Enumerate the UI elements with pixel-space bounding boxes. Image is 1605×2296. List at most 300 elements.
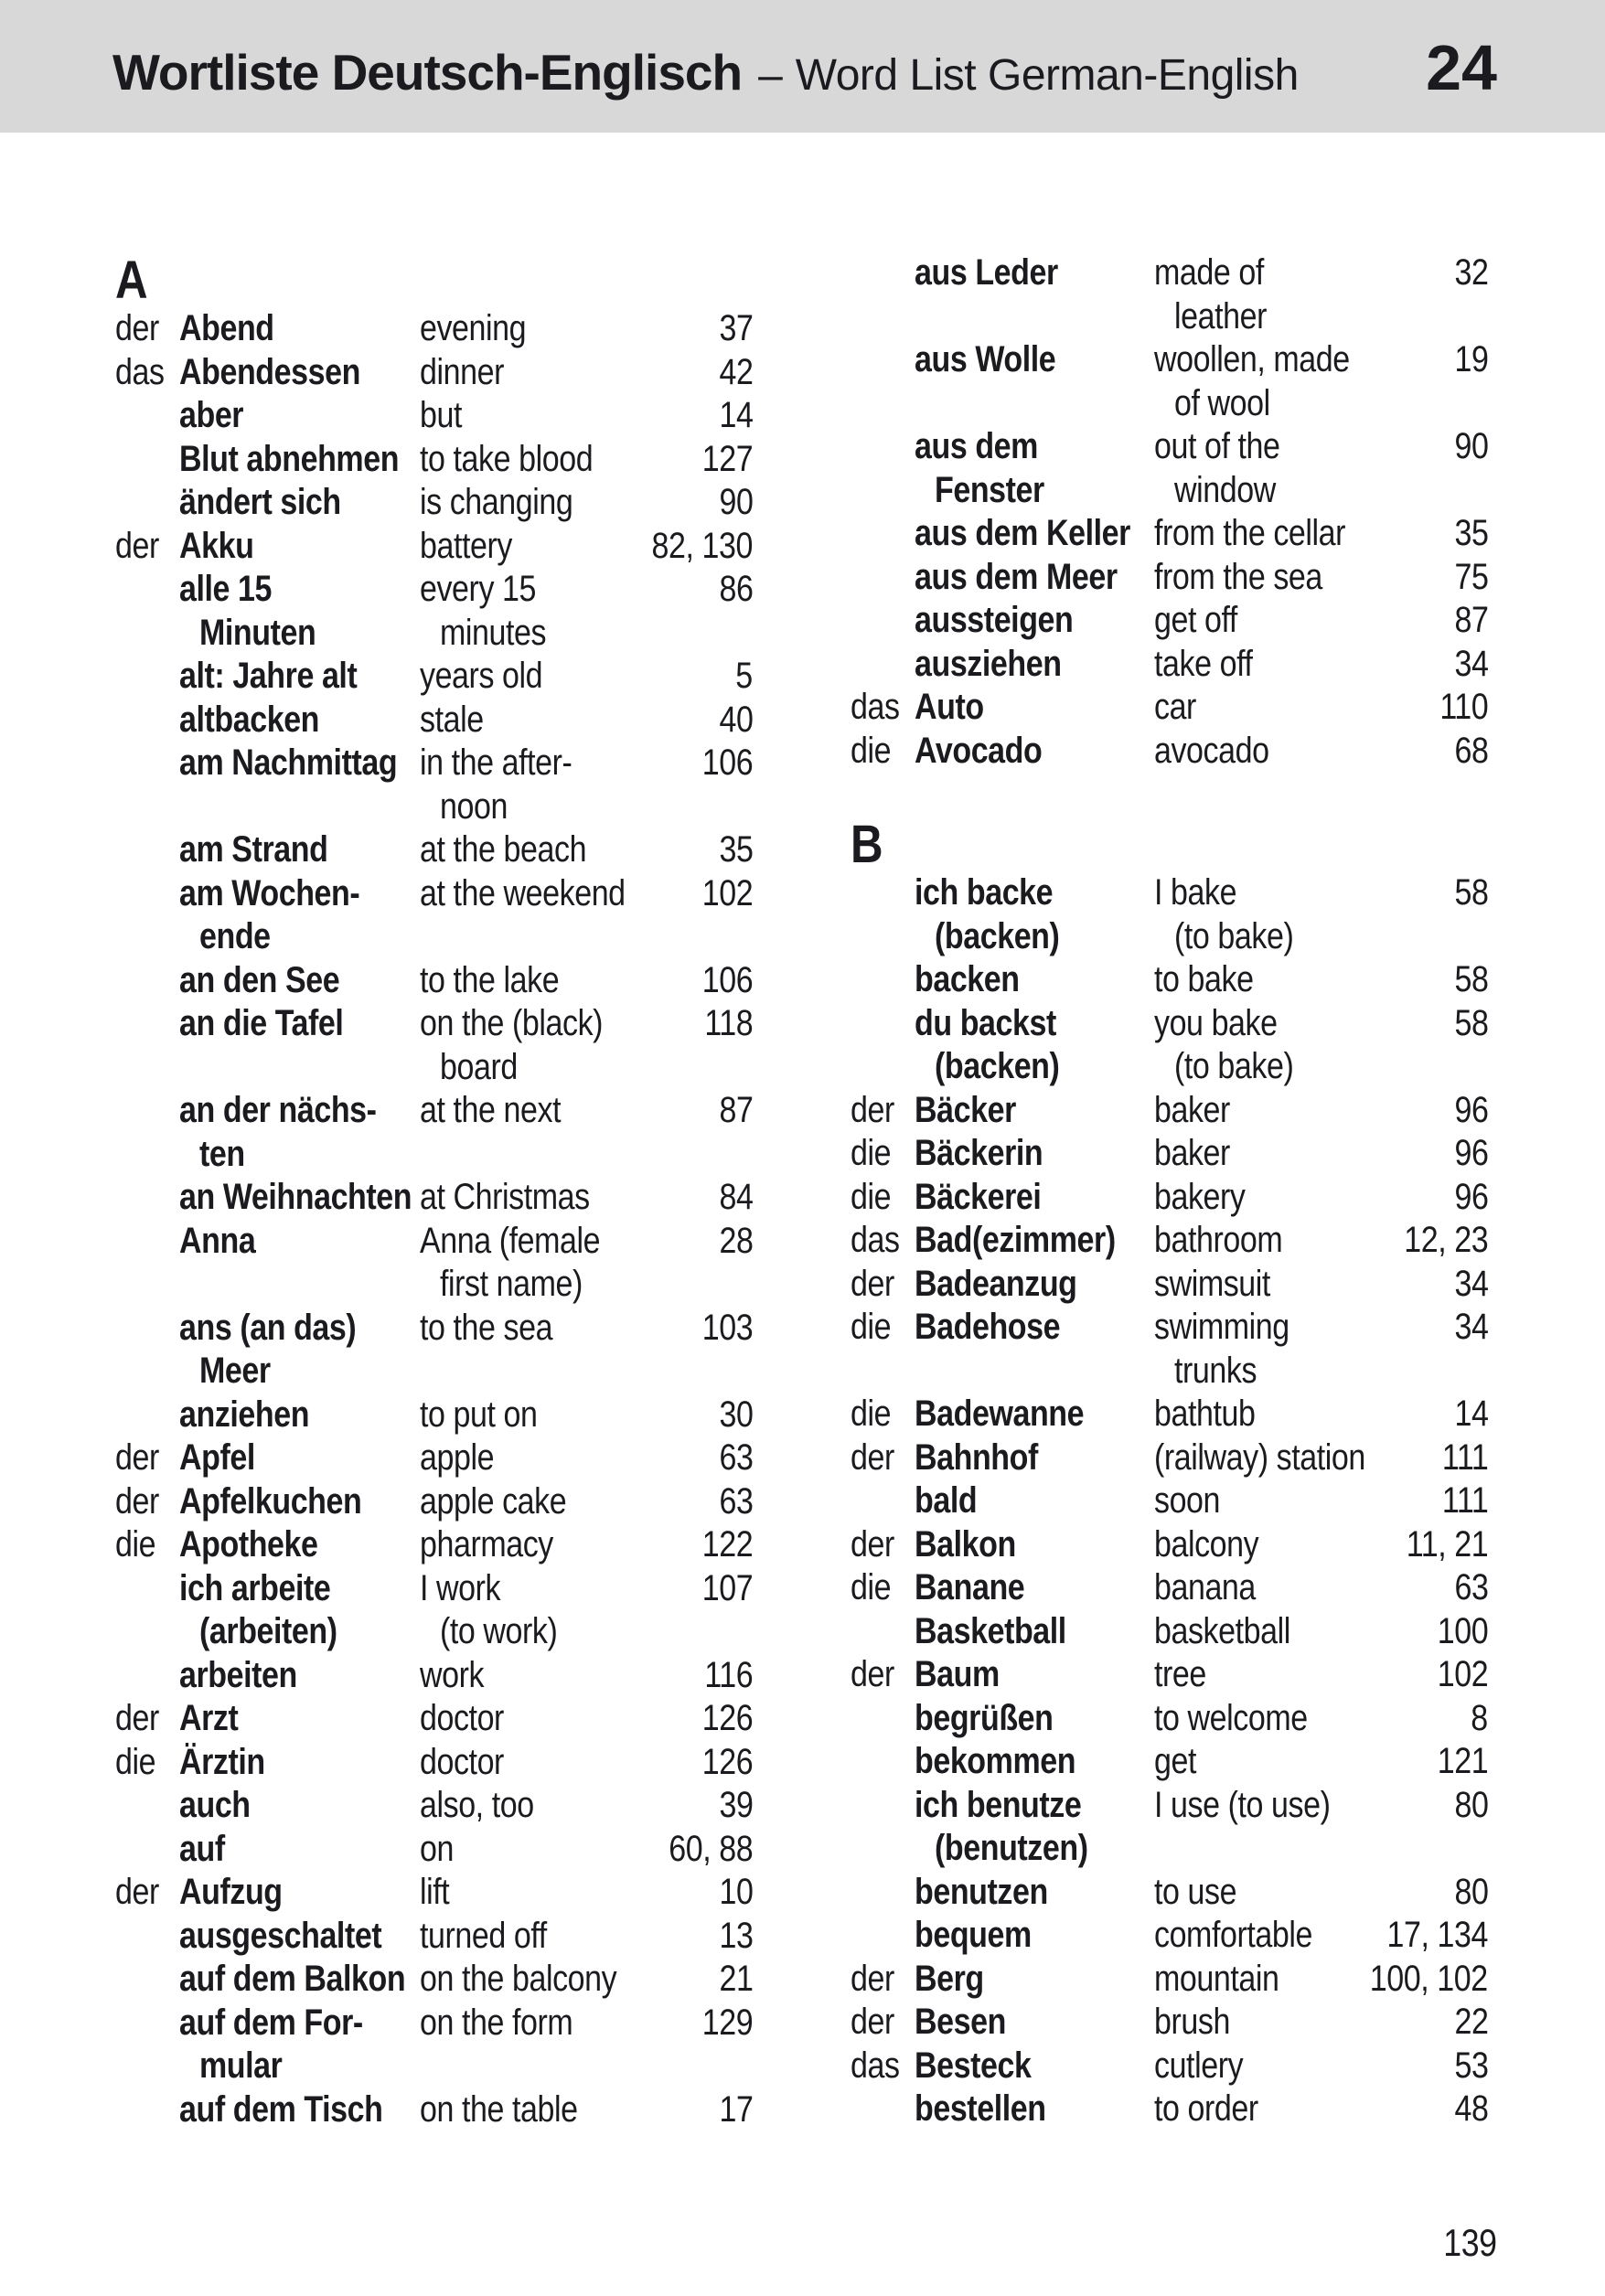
word-entry <box>115 525 753 569</box>
word-entry <box>851 1393 1488 1436</box>
page-reference-text: 121 <box>1437 1741 1488 1781</box>
english-translation <box>1154 1697 1488 1741</box>
english-translation <box>1154 1566 1488 1610</box>
page-footer <box>1434 2220 1497 2266</box>
german-word-line: Avocado <box>915 730 1043 771</box>
article-text: der <box>851 2002 894 2042</box>
german-word-line: bequem <box>915 1915 1032 1955</box>
english-translation-line: I work <box>420 1567 501 1608</box>
german-word <box>915 643 1154 687</box>
english-translation <box>420 394 753 438</box>
german-word-line: Balkon <box>915 1523 1016 1564</box>
word-entry <box>851 1306 1488 1393</box>
german-word-line: Bäcker <box>915 1089 1016 1130</box>
page-header <box>0 0 1605 133</box>
german-word-line: anziehen <box>179 1394 310 1435</box>
german-word <box>915 1697 1154 1741</box>
page-reference <box>1449 871 1489 915</box>
english-translation-line: but <box>420 395 462 435</box>
header-title-german: Wortliste Deutsch-Englisch <box>112 44 743 101</box>
german-word <box>179 655 420 699</box>
german-word <box>915 1479 1154 1523</box>
page-reference <box>1449 1871 1489 1915</box>
article <box>115 1394 179 1437</box>
english-translation-line: on the table <box>420 2088 578 2130</box>
page-reference <box>1349 1958 1488 2002</box>
page-reference <box>654 1828 753 1872</box>
word-entry <box>851 643 1488 687</box>
article <box>115 1784 179 1828</box>
article <box>851 425 915 512</box>
page-reference-text: 60, 88 <box>669 1828 753 1869</box>
german-word-line: Abend <box>179 308 274 348</box>
article <box>851 1436 915 1480</box>
german-word <box>179 1697 420 1741</box>
page-reference-text: 96 <box>1454 1176 1488 1217</box>
english-translation-line: brush <box>1154 2002 1230 2042</box>
page-reference-text: 126 <box>701 1741 753 1782</box>
article <box>115 1307 179 1394</box>
article <box>851 556 915 600</box>
page-reference <box>713 1394 754 1437</box>
page-reference <box>693 1741 753 1785</box>
article-text: das <box>851 687 900 727</box>
german-word <box>179 1915 420 1959</box>
page-reference-text: 111 <box>1441 1436 1488 1478</box>
german-word-line: du backst <box>915 1002 1056 1043</box>
english-translation <box>1154 2088 1488 2131</box>
english-translation-line: evening <box>420 308 527 348</box>
english-translation-line: board <box>440 1046 518 1087</box>
article <box>115 1176 179 1220</box>
german-word-line: Fenster <box>935 469 1044 510</box>
article <box>851 512 915 556</box>
word-entry <box>851 871 1488 958</box>
german-word-line: Berg <box>915 1958 984 1999</box>
article-text: der <box>851 1654 894 1694</box>
english-translation-line: work <box>420 1654 485 1695</box>
german-word <box>915 1653 1154 1697</box>
word-entry <box>115 1307 753 1394</box>
page-reference <box>1449 599 1489 643</box>
article <box>115 1523 179 1567</box>
article <box>851 1958 915 2002</box>
article <box>115 1089 179 1176</box>
english-translation-line: (to work) <box>440 1611 558 1651</box>
german-word <box>915 1176 1154 1220</box>
english-translation-line: apple cake <box>420 1480 567 1522</box>
english-translation <box>1154 958 1488 1002</box>
english-translation-line: balcony <box>1154 1523 1259 1564</box>
english-translation <box>1154 1871 1488 1915</box>
word-entry <box>851 1523 1488 1567</box>
german-word-line: alle 15 <box>179 569 273 609</box>
word-entry <box>851 425 1488 512</box>
word-entry <box>851 1089 1488 1133</box>
section-letter-B <box>851 795 1488 874</box>
article <box>851 643 915 687</box>
english-translation-line: of wool <box>1174 382 1270 423</box>
german-word-line: am Wochen- <box>179 872 360 913</box>
english-translation <box>1154 1002 1488 1089</box>
article <box>851 1002 915 1089</box>
german-word-line: Aufzug <box>179 1872 283 1912</box>
english-translation-line: at Christmas <box>420 1177 590 1217</box>
english-translation <box>1154 871 1488 958</box>
english-translation-line: baker <box>1154 1133 1230 1173</box>
page-reference-text: 32 <box>1454 252 1488 293</box>
page-reference <box>1449 2088 1489 2131</box>
article <box>851 1566 915 1610</box>
english-translation <box>420 568 753 655</box>
article-text: das <box>851 2045 900 2086</box>
article <box>115 394 179 438</box>
german-word <box>915 730 1154 774</box>
german-word-line: ich benutze <box>915 1784 1082 1825</box>
english-translation-line: swimsuit <box>1154 1263 1270 1304</box>
page-reference <box>1449 1306 1489 1350</box>
page-reference-text: 5 <box>735 656 753 696</box>
article <box>115 742 179 828</box>
german-word-line: Blut abnehmen <box>179 438 400 479</box>
german-word <box>915 1089 1154 1133</box>
page-reference-text: 80 <box>1454 1871 1488 1912</box>
article <box>851 1089 915 1133</box>
article <box>115 1567 179 1654</box>
german-word-line: Akku <box>179 525 254 566</box>
english-translation-line: doctor <box>420 1698 504 1738</box>
german-word <box>915 1263 1154 1307</box>
german-word-line: ich arbeite <box>179 1567 331 1608</box>
german-word-line: an den See <box>179 959 340 1000</box>
german-word-line: ausziehen <box>915 643 1062 684</box>
german-word <box>179 1089 420 1176</box>
english-translation-line: is changing <box>420 482 573 522</box>
page-reference <box>1428 1653 1488 1697</box>
german-word <box>915 1436 1154 1480</box>
page-reference <box>1449 1263 1489 1307</box>
english-translation-line: (to bake) <box>1174 1046 1294 1086</box>
german-word-line: auf dem Balkon <box>179 1959 406 1999</box>
german-word <box>915 1914 1154 1958</box>
english-translation-line: Anna (female <box>420 1220 601 1261</box>
german-word-line: aus dem Meer <box>915 556 1118 597</box>
german-word-line: an die Tafel <box>179 1003 344 1043</box>
german-word <box>915 1002 1154 1089</box>
english-translation <box>420 1089 753 1176</box>
page-reference-text: 40 <box>719 699 753 740</box>
word-entry <box>851 556 1488 600</box>
word-entry <box>851 599 1488 643</box>
page-reference-text: 63 <box>719 1437 753 1478</box>
english-translation-line: (railway) station <box>1154 1436 1365 1478</box>
word-entry <box>115 351 753 395</box>
page-reference <box>693 872 753 916</box>
english-translation <box>420 1394 753 1437</box>
article <box>115 1436 179 1480</box>
german-word <box>179 1307 420 1394</box>
page-reference <box>1468 1697 1488 1741</box>
page-reference-text: 111 <box>1441 1480 1488 1521</box>
page-reference <box>713 1089 754 1133</box>
word-entry <box>851 2045 1488 2088</box>
article <box>851 686 915 730</box>
german-word <box>915 556 1154 600</box>
english-translation-line: years old <box>420 656 543 696</box>
page-reference-text: 11, 21 <box>1406 1523 1488 1564</box>
english-translation-line: (to bake) <box>1174 915 1294 956</box>
german-word <box>179 828 420 872</box>
german-word-line: Banane <box>915 1567 1025 1607</box>
page-reference-text: 34 <box>1454 643 1488 684</box>
chapter-number: 24 <box>1426 32 1497 103</box>
english-translation <box>420 1436 753 1480</box>
word-entry <box>851 1263 1488 1307</box>
page-reference <box>713 1958 754 2002</box>
english-translation <box>420 1480 753 1524</box>
german-word-line: mular <box>199 2045 283 2086</box>
page-reference <box>713 2088 754 2132</box>
german-word-line: ändert sich <box>179 482 341 522</box>
english-translation <box>1154 1393 1488 1436</box>
english-translation-line: I bake <box>1154 872 1237 913</box>
page-reference-text: 122 <box>701 1524 753 1564</box>
word-entry <box>115 1089 753 1176</box>
english-translation-line: mountain <box>1154 1958 1279 1999</box>
page-reference <box>713 1915 754 1959</box>
page-reference-text: 30 <box>719 1394 753 1435</box>
word-entry <box>851 686 1488 730</box>
word-entry <box>851 512 1488 556</box>
german-word-line: ausgeschaltet <box>179 1915 382 1956</box>
german-word <box>179 1002 420 1089</box>
article-text: das <box>851 1220 900 1260</box>
english-translation <box>420 1784 753 1828</box>
article <box>115 307 179 351</box>
german-word-line: auf dem Tisch <box>179 2088 383 2130</box>
article-text: die <box>851 730 892 771</box>
article <box>851 1393 915 1436</box>
article-text: der <box>851 1089 894 1130</box>
german-word-line: bald <box>915 1480 978 1521</box>
german-word <box>915 686 1154 730</box>
article-text: die <box>851 1133 892 1173</box>
german-word-line: aus dem Keller <box>915 513 1130 553</box>
german-word-line: backen <box>915 959 1020 999</box>
page-reference-text: 35 <box>719 829 753 870</box>
page-reference <box>713 1176 754 1220</box>
german-word <box>915 1740 1154 1784</box>
page-reference <box>713 1871 754 1915</box>
english-translation <box>420 1915 753 1959</box>
article <box>115 351 179 395</box>
german-word-line: aber <box>179 395 244 435</box>
page-reference-text: 63 <box>1454 1567 1488 1607</box>
article <box>115 1958 179 2002</box>
page-reference-text: 100, 102 <box>1370 1958 1488 1999</box>
german-word <box>179 742 420 828</box>
english-translation <box>1154 2045 1488 2088</box>
word-entry <box>115 1784 753 1828</box>
page-reference-text: 126 <box>701 1698 753 1738</box>
word-entry <box>115 828 753 872</box>
article <box>851 2001 915 2045</box>
word-list-column-left <box>115 252 753 2131</box>
page-reference <box>1449 1784 1489 1828</box>
english-translation <box>1154 556 1488 600</box>
word-entry <box>851 1436 1488 1480</box>
article-text: der <box>115 308 159 348</box>
word-entry <box>851 1653 1488 1697</box>
german-word-line: Bad(ezimmer) <box>915 1220 1116 1260</box>
english-translation-line: out of the <box>1154 426 1280 466</box>
article <box>851 1523 915 1567</box>
german-word <box>179 307 420 351</box>
article <box>851 1306 915 1393</box>
german-word <box>179 1871 420 1915</box>
word-entry <box>115 1697 753 1741</box>
page-reference <box>1449 643 1489 687</box>
english-translation <box>1154 643 1488 687</box>
page-reference <box>1434 1436 1488 1480</box>
english-translation <box>1154 730 1488 774</box>
page-reference-text: 116 <box>704 1654 753 1695</box>
english-translation <box>420 481 753 525</box>
word-entry <box>851 1566 1488 1610</box>
article <box>851 1914 915 1958</box>
english-translation-line: trunks <box>1174 1350 1257 1391</box>
word-entry <box>851 1219 1488 1263</box>
english-translation-line: in the after- <box>420 742 572 783</box>
english-translation-line: take off <box>1154 643 1253 684</box>
english-translation-line: first name) <box>440 1264 583 1304</box>
english-translation-line: on the balcony <box>420 1959 617 1999</box>
page-reference-text: 90 <box>719 482 753 522</box>
article <box>115 438 179 482</box>
page-reference <box>1449 1089 1489 1133</box>
english-translation <box>1154 1784 1488 1871</box>
page-reference-text: 39 <box>719 1785 753 1825</box>
word-entry <box>851 338 1488 425</box>
english-translation-line: to the lake <box>420 959 560 1000</box>
page-reference <box>713 699 754 742</box>
page-reference <box>713 568 754 612</box>
english-translation <box>420 351 753 395</box>
english-translation-line: basketball <box>1154 1610 1290 1651</box>
page-reference-text: 82, 130 <box>651 525 753 566</box>
page-reference <box>693 1307 753 1351</box>
german-word <box>915 958 1154 1002</box>
german-word-line: Ärztin <box>179 1741 265 1782</box>
page-reference-text: 106 <box>701 959 753 1000</box>
german-word-line: auch <box>179 1785 251 1825</box>
article <box>851 1219 915 1263</box>
page-reference <box>1434 1479 1488 1523</box>
article <box>851 1610 915 1654</box>
article <box>115 481 179 525</box>
word-entry <box>851 1479 1488 1523</box>
german-word <box>915 1784 1154 1871</box>
german-word <box>179 1784 420 1828</box>
page-reference-text: 53 <box>1454 2045 1488 2086</box>
article <box>115 872 179 959</box>
word-entry <box>115 1915 753 1959</box>
article-text: das <box>115 351 165 392</box>
english-translation-line: to put on <box>420 1394 538 1435</box>
page-reference <box>693 1697 753 1741</box>
english-translation <box>420 1871 753 1915</box>
article <box>851 1697 915 1741</box>
word-entry <box>115 1958 753 2002</box>
german-word-line: Auto <box>915 687 984 727</box>
article <box>851 338 915 425</box>
english-translation-line: minutes <box>440 612 547 653</box>
word-entry <box>115 1523 753 1567</box>
page-reference-text: 21 <box>719 1959 753 1999</box>
article <box>115 1002 179 1089</box>
page-reference-text: 58 <box>1454 1002 1488 1043</box>
article-text: die <box>115 1524 156 1564</box>
word-entry <box>115 1654 753 1698</box>
page-reference <box>693 1523 753 1567</box>
english-translation-line: on the form <box>420 2002 573 2043</box>
german-word-line: Meer <box>199 1351 271 1391</box>
english-translation <box>1154 1176 1488 1220</box>
german-word-line: (benutzen) <box>935 1828 1088 1868</box>
english-translation <box>1154 1263 1488 1307</box>
english-translation-line: to welcome <box>1154 1697 1308 1738</box>
page-reference <box>713 307 754 351</box>
article <box>115 655 179 699</box>
page-reference-text: 63 <box>719 1480 753 1522</box>
english-translation-line: leather <box>1174 295 1267 336</box>
english-translation <box>420 655 753 699</box>
german-word-line: Abendessen <box>179 351 360 392</box>
english-translation-line: made of <box>1154 252 1264 293</box>
german-word-line: Bäckerei <box>915 1176 1042 1217</box>
article <box>115 699 179 742</box>
german-word-line: ich backe <box>915 872 1054 913</box>
page-reference <box>1449 2001 1489 2045</box>
german-word <box>915 1871 1154 1915</box>
article <box>115 1480 179 1524</box>
page-reference-text: 102 <box>1437 1654 1488 1694</box>
english-translation-line: bakery <box>1154 1176 1246 1217</box>
article <box>115 568 179 655</box>
german-word <box>179 1220 420 1307</box>
english-translation-line: cutlery <box>1154 2045 1244 2086</box>
page-reference <box>713 351 754 395</box>
page-reference <box>713 1784 754 1828</box>
article-text: die <box>851 1394 892 1434</box>
english-translation-line: get off <box>1154 600 1237 640</box>
page-reference-text: 86 <box>719 569 753 609</box>
page-reference <box>1449 958 1489 1002</box>
german-word-line: auf dem For- <box>179 2002 363 2043</box>
word-entry <box>851 1914 1488 1958</box>
english-translation <box>420 699 753 742</box>
german-word-line: Badewanne <box>915 1394 1085 1434</box>
english-translation-line: you bake <box>1154 1002 1278 1043</box>
page-reference-text: 103 <box>701 1307 753 1348</box>
page-reference <box>1428 1740 1488 1784</box>
word-entry <box>115 1220 753 1307</box>
page-reference <box>693 2002 753 2045</box>
german-word <box>179 394 420 438</box>
word-entry <box>851 251 1488 338</box>
page-reference-text: 14 <box>719 395 753 435</box>
page-reference-text: 84 <box>719 1177 753 1217</box>
